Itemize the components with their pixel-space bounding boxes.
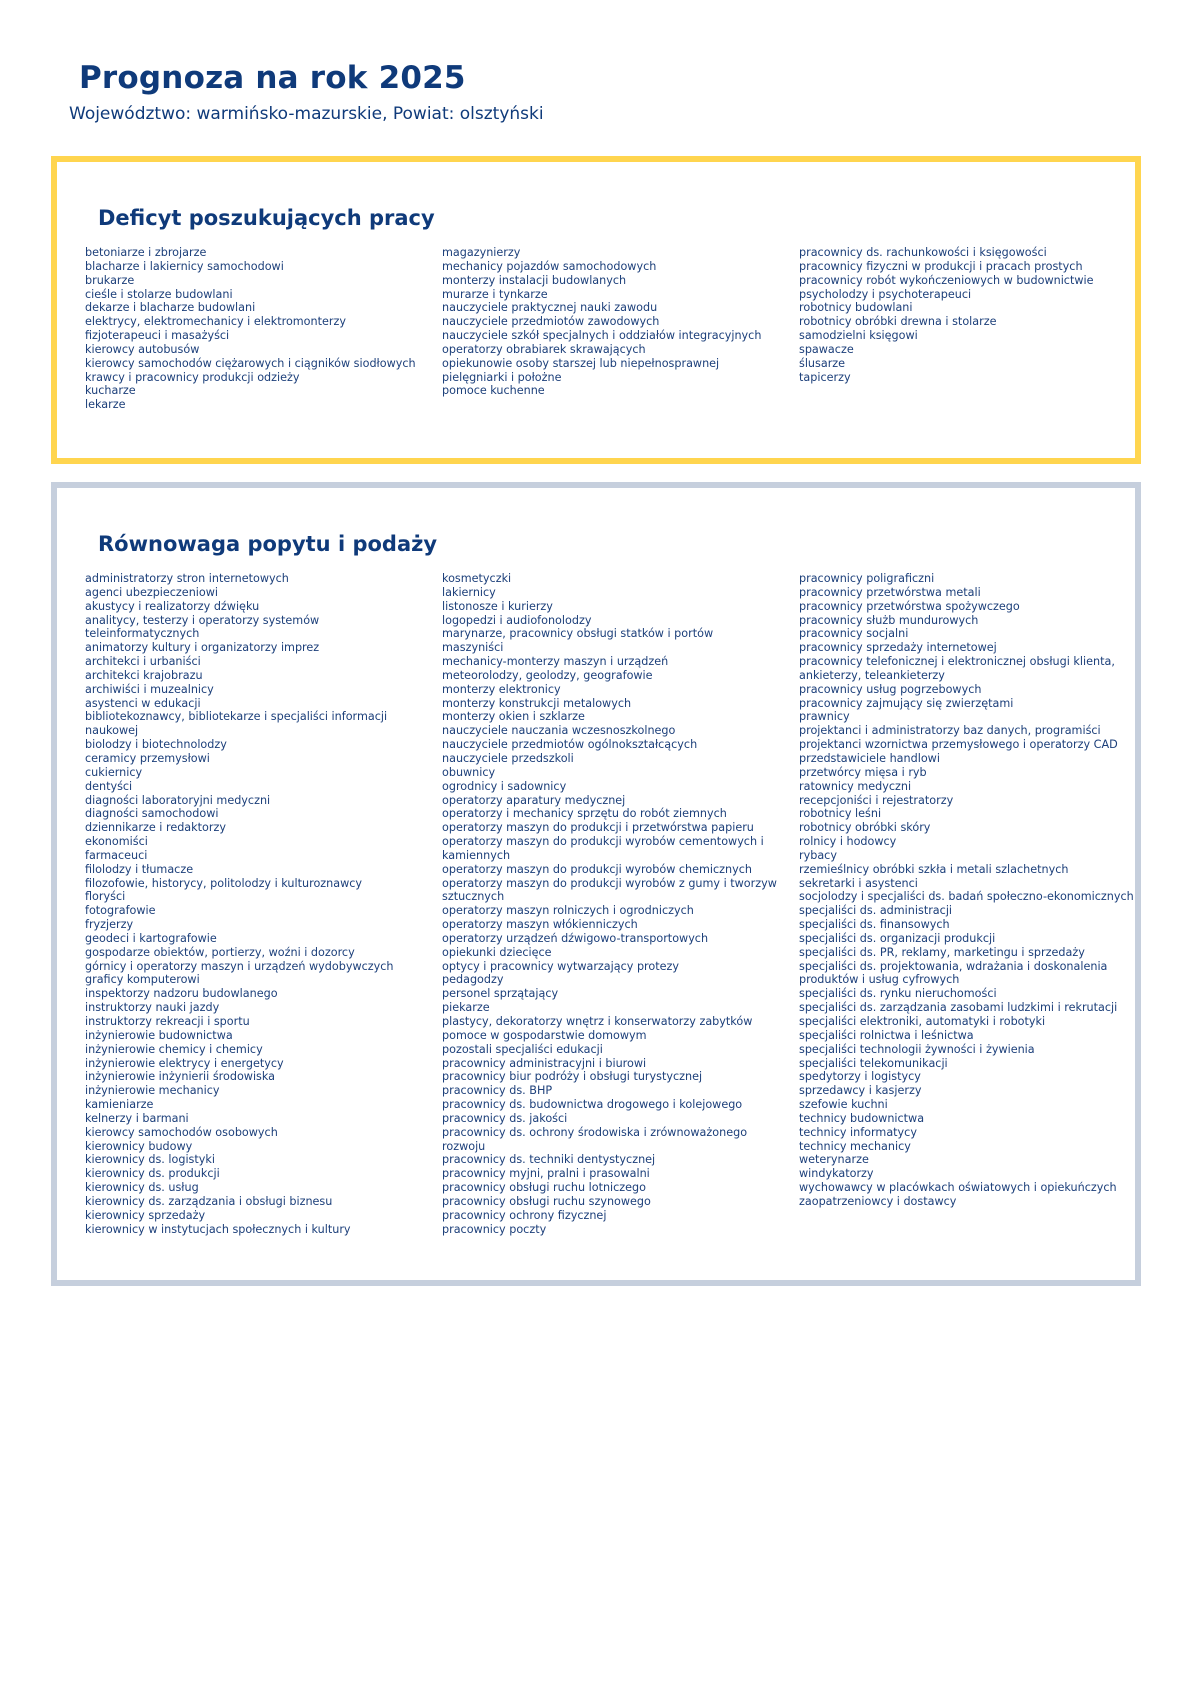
occupation-item: specjaliści ds. rynku nieruchomości — [799, 987, 997, 1001]
occupation-item: przedstawiciele handlowi — [799, 751, 940, 765]
occupation-item: nauczyciele praktycznej nauki zawodu — [442, 301, 658, 315]
occupation-item: pracownicy służb mundurowych — [799, 613, 979, 627]
occupation-item: pracownicy ds. ochrony środowiska i zrównoważonego — [442, 1125, 748, 1139]
occupation-item: filolodzy i tłumacze — [85, 862, 194, 876]
occupation-item: murarze i tynkarze — [442, 287, 548, 301]
occupation-item: samodzielni księgowi — [799, 329, 918, 343]
occupation-item: analitycy, testerzy i operatorzy systemów — [85, 613, 320, 627]
occupation-item: pracownicy ds. rachunkowości i księgowości — [799, 246, 1047, 259]
occupation-item: optycy i pracownicy wytwarzający protezy — [442, 959, 680, 973]
balance-column-3 — [799, 572, 1149, 1209]
occupation-item: nauczyciele przedmiotów zawodowych — [442, 315, 660, 329]
occupation-item: kierownicy ds. zarządzania i obsługi biznesu — [85, 1194, 333, 1208]
occupation-item: operatorzy obrabiarek skrawających — [442, 342, 646, 356]
occupation-item: architekci krajobrazu — [85, 668, 203, 682]
occupation-item: operatorzy aparatury medycznej — [442, 793, 626, 807]
occupation-item: operatorzy maszyn do produkcji wyrobów chemicznych — [442, 862, 753, 876]
occupation-item: kierownicy budowy — [85, 1139, 193, 1153]
occupation-item: operatorzy i mechanicy sprzętu do robót ziemnych — [442, 807, 727, 821]
occupation-item: instruktorzy nauki jazdy — [85, 1001, 220, 1015]
occupation-item: kierowcy autobusów — [85, 342, 200, 356]
occupation-item: pracownicy ochrony fizycznej — [442, 1208, 607, 1222]
occupation-item: plastycy, dekoratorzy wnętrz i konserwatorzy zabytków — [442, 1015, 753, 1028]
occupation-item: kamiennych — [442, 848, 511, 862]
occupation-item: opiekunki dziecięce — [442, 945, 552, 959]
occupation-item: rolnicy i hodowcy — [799, 835, 897, 849]
occupation-item: rozwoju — [442, 1139, 486, 1153]
occupation-item: prawnicy — [799, 710, 850, 724]
balance-panel — [51, 482, 1141, 1286]
occupation-item: produktów i usług cyfrowych — [799, 973, 960, 987]
occupation-item: specjaliści ds. finansowych — [799, 918, 950, 932]
occupation-item: specjaliści elektroniki, automatyki i robotyki — [799, 1015, 1046, 1028]
occupation-item: kierowcy samochodów osobowych — [85, 1125, 278, 1139]
occupation-item: pielęgniarki i położne — [442, 370, 562, 384]
page-title: Prognoza na rok 2025 — [79, 60, 466, 96]
occupation-item: pedagodzy — [442, 973, 504, 987]
occupation-item: inżynierowie elektrycy i energetycy — [85, 1056, 284, 1070]
occupation-item: robotnicy leśni — [799, 807, 882, 821]
occupation-item: maszyniści — [442, 641, 504, 655]
occupation-item: operatorzy maszyn do produkcji wyrobów cementowych i — [442, 835, 764, 849]
occupation-item: dekarze i blacharze budowlani — [85, 301, 256, 315]
occupation-item: dziennikarze i redaktorzy — [85, 821, 226, 835]
occupation-item: ceramicy przemysłowi — [85, 751, 210, 765]
occupation-item: kierownicy sprzedaży — [85, 1208, 206, 1222]
occupation-item: lekarze — [85, 398, 126, 412]
occupation-item: ekonomiści — [85, 835, 148, 849]
balance-column-2 — [442, 572, 792, 1237]
occupation-item: inżynierowie inżynierii środowiska — [85, 1070, 276, 1084]
occupation-item: socjolodzy i specjaliści ds. badań społeczno-ekonomicznych — [799, 890, 1134, 904]
occupation-item: marynarze, pracownicy obsługi statków i portów — [442, 627, 714, 641]
occupation-item: spedytorzy i logistycy — [799, 1070, 921, 1084]
occupation-item: specjaliści telekomunikacji — [799, 1056, 948, 1070]
occupation-item: inżynierowie budownictwa — [85, 1028, 233, 1042]
occupation-item: tapicerzy — [799, 370, 851, 384]
occupation-item: fryzjerzy — [85, 918, 134, 932]
occupation-item: operatorzy maszyn do produkcji i przetwórstwa papieru — [442, 821, 754, 835]
occupation-item: pomoce w gospodarstwie domowym — [442, 1028, 647, 1042]
occupation-item: rzemieślnicy obróbki szkła i metali szlachetnych — [799, 862, 1069, 876]
balance-column-1 — [85, 572, 435, 1237]
occupation-item: pracownicy biur podróży i obsługi turystycznej — [442, 1070, 703, 1084]
occupation-item: teleinformatycznych — [85, 627, 200, 641]
occupation-item: kamieniarze — [85, 1098, 154, 1112]
occupation-item: pracownicy przetwórstwa metali — [799, 585, 981, 599]
occupation-item: rybacy — [799, 848, 837, 862]
occupation-item: pracownicy sprzedaży internetowej — [799, 641, 997, 655]
occupation-item: mechanicy pojazdów samochodowych — [442, 259, 657, 273]
occupation-item: kierowcy samochodów ciężarowych i ciągników siodłowych — [85, 356, 416, 370]
occupation-item: kierownicy ds. logistyki — [85, 1153, 215, 1167]
occupation-item: pracownicy przetwórstwa spożywczego — [799, 599, 1020, 613]
occupation-item: ankieterzy, teleankieterzy — [799, 668, 945, 682]
occupation-item: pracownicy obsługi ruchu lotniczego — [442, 1181, 647, 1195]
occupation-item: krawcy i pracownicy produkcji odzieży — [85, 370, 300, 384]
occupation-item: specjaliści ds. PR, reklamy, marketingu i sprzedaży — [799, 945, 1085, 959]
occupation-item: pracownicy poczty — [442, 1222, 547, 1236]
occupation-item: blacharze i lakiernicy samochodowi — [85, 259, 284, 273]
occupation-item: zaopatrzeniowcy i dostawcy — [799, 1194, 957, 1208]
occupation-item: pracownicy robót wykończeniowych w budownictwie — [799, 273, 1094, 287]
occupation-item: obuwnicy — [442, 765, 496, 779]
occupation-item: listonosze i kurierzy — [442, 599, 553, 613]
occupation-item: geodeci i kartografowie — [85, 931, 217, 945]
occupation-item: piekarze — [442, 1001, 490, 1015]
occupation-item: gospodarze obiektów, portierzy, woźni i dozorcy — [85, 945, 355, 959]
occupation-item: monterzy okien i szklarze — [442, 710, 585, 724]
occupation-item: kierownicy ds. usług — [85, 1181, 199, 1195]
occupation-item: robotnicy obróbki skóry — [799, 821, 931, 835]
occupation-item: animatorzy kultury i organizatorzy imprez — [85, 641, 320, 655]
occupation-item: pracownicy administracyjni i biurowi — [442, 1056, 647, 1070]
occupation-item: archiwiści i muzealnicy — [85, 682, 214, 696]
occupation-item: monterzy instalacji budowlanych — [442, 273, 627, 287]
occupation-item: psycholodzy i psychoterapeuci — [799, 287, 972, 301]
occupation-item: akustycy i realizatorzy dźwięku — [85, 599, 260, 613]
deficit-title: Deficyt poszukujących pracy — [98, 206, 435, 230]
occupation-item: personel sprzątający — [442, 987, 559, 1001]
occupation-item: specjaliści ds. administracji — [799, 904, 953, 918]
occupation-item: pracownicy myjni, pralni i prasowalni — [442, 1167, 650, 1181]
occupation-item: pracownicy usług pogrzebowych — [799, 682, 982, 696]
occupation-item: pracownicy ds. jakości — [442, 1111, 568, 1125]
occupation-item: diagności laboratoryjni medyczni — [85, 793, 271, 807]
occupation-item: monterzy konstrukcji metalowych — [442, 696, 632, 710]
occupation-item: cukiernicy — [85, 765, 143, 779]
occupation-item: lakiernicy — [442, 585, 496, 599]
occupation-item: pracownicy zajmujący się zwierzętami — [799, 696, 1014, 710]
occupation-item: inspektorzy nadzoru budowlanego — [85, 987, 278, 1001]
occupation-item: asystenci w edukacji — [85, 696, 201, 710]
occupation-item: szefowie kuchni — [799, 1098, 888, 1112]
occupation-item: specjaliści technologii żywności i żywienia — [799, 1042, 1035, 1056]
occupation-item: agenci ubezpieczeniowi — [85, 585, 218, 599]
occupation-item: technicy mechanicy — [799, 1139, 911, 1153]
occupation-item: pracownicy poligraficzni — [799, 572, 935, 585]
occupation-item: technicy budownictwa — [799, 1111, 925, 1125]
occupation-item: monterzy elektronicy — [442, 682, 561, 696]
occupation-item: nauczyciele przedszkoli — [442, 751, 574, 765]
occupation-item: diagności samochodowi — [85, 807, 219, 821]
occupation-item: operatorzy maszyn włókienniczych — [442, 918, 638, 932]
occupation-item: brukarze — [85, 273, 135, 287]
occupation-item: biolodzy i biotechnolodzy — [85, 738, 227, 752]
occupation-item: technicy informatycy — [799, 1125, 917, 1139]
occupation-item: graficy komputerowi — [85, 973, 200, 987]
occupation-item: fizjoterapeuci i masażyści — [85, 329, 230, 343]
occupation-item: architekci i urbaniści — [85, 655, 201, 669]
occupation-item: kierownicy ds. produkcji — [85, 1167, 220, 1181]
occupation-item: elektrycy, elektromechanicy i elektromonterzy — [85, 315, 346, 329]
occupation-item: inżynierowie chemicy i chemicy — [85, 1042, 263, 1056]
occupation-item: kelnerzy i barmani — [85, 1111, 189, 1125]
occupation-item: weterynarze — [799, 1153, 869, 1167]
occupation-item: kucharze — [85, 384, 136, 398]
occupation-item: administratorzy stron internetowych — [85, 572, 289, 585]
occupation-item: pracownicy fizyczni w produkcji i pracach prostych — [799, 259, 1083, 273]
occupation-item: pracownicy ds. techniki dentystycznej — [442, 1153, 656, 1167]
occupation-item: bibliotekoznawcy, bibliotekarze i specjaliści informacji — [85, 710, 388, 724]
occupation-item: pracownicy telefonicznej i elektronicznej obsługi klienta, — [799, 655, 1115, 669]
deficit-column-3 — [799, 246, 1149, 384]
occupation-item: cieśle i stolarze budowlani — [85, 287, 233, 301]
occupation-item: dentyści — [85, 779, 133, 793]
occupation-item: spawacze — [799, 342, 854, 356]
deficit-panel — [51, 156, 1141, 464]
page-subtitle: Województwo: warmińsko-mazurskie, Powiat: olsztyński — [69, 104, 544, 124]
occupation-item: nauczyciele przedmiotów ogólnokształcących — [442, 738, 698, 752]
occupation-item: pozostali specjaliści edukacji — [442, 1042, 603, 1056]
deficit-column-1 — [85, 246, 435, 412]
occupation-item: sekretarki i asystenci — [799, 876, 918, 890]
occupation-item: robotnicy budowlani — [799, 301, 913, 315]
occupation-item: specjaliści ds. projektowania, wdrażania i doskonalenia — [799, 959, 1108, 973]
occupation-item: ratownicy medyczni — [799, 779, 912, 793]
occupation-item: sztucznych — [442, 890, 505, 904]
occupation-item: naukowej — [85, 724, 139, 738]
occupation-item: farmaceuci — [85, 848, 148, 862]
balance-title: Równowaga popytu i podaży — [98, 532, 438, 556]
occupation-item: fotografowie — [85, 904, 156, 918]
occupation-item: instruktorzy rekreacji i sportu — [85, 1015, 250, 1028]
occupation-item: windykatorzy — [799, 1167, 874, 1181]
occupation-item: magazynierzy — [442, 246, 521, 259]
occupation-item: operatorzy maszyn do produkcji wyrobów z gumy i tworzyw — [442, 876, 777, 890]
occupation-item: nauczyciele szkół specjalnych i oddziałów integracyjnych — [442, 329, 762, 343]
occupation-item: inżynierowie mechanicy — [85, 1084, 220, 1098]
occupation-item: kierownicy w instytucjach społecznych i kultury — [85, 1222, 351, 1236]
occupation-item: pomoce kuchenne — [442, 384, 545, 398]
occupation-item: robotnicy obróbki drewna i stolarze — [799, 315, 997, 329]
occupation-item: specjaliści rolnictwa i leśnictwa — [799, 1028, 974, 1042]
occupation-item: specjaliści ds. organizacji produkcji — [799, 931, 996, 945]
occupation-item: opiekunowie osoby starszej lub niepełnosprawnej — [442, 356, 720, 370]
occupation-item: meteorolodzy, geolodzy, geografowie — [442, 668, 653, 682]
occupation-item: mechanicy-monterzy maszyn i urządzeń — [442, 655, 669, 669]
deficit-column-2 — [442, 246, 792, 398]
occupation-item: sprzedawcy i kasjerzy — [799, 1084, 922, 1098]
occupation-item: logopedzi i audiofonolodzy — [442, 613, 592, 627]
occupation-item: nauczyciele nauczania wczesnoszkolnego — [442, 724, 676, 738]
occupation-item: przetwórcy mięsa i ryb — [799, 765, 927, 779]
occupation-item: pracownicy socjalni — [799, 627, 909, 641]
occupation-item: filozofowie, historycy, politolodzy i kulturoznawcy — [85, 876, 363, 890]
occupation-item: kosmetyczki — [442, 572, 512, 585]
occupation-item: projektanci i administratorzy baz danych, programiści — [799, 724, 1101, 738]
occupation-item: operatorzy maszyn rolniczych i ogrodniczych — [442, 904, 694, 918]
occupation-item: projektanci wzornictwa przemysłowego i operatorzy CAD — [799, 738, 1118, 752]
occupation-item: pracownicy ds. budownictwa drogowego i kolejowego — [442, 1098, 743, 1112]
occupation-item: ogrodnicy i sadownicy — [442, 779, 567, 793]
occupation-item: operatorzy urządzeń dźwigowo-transportowych — [442, 931, 709, 945]
occupation-item: floryści — [85, 890, 126, 904]
occupation-item: specjaliści ds. zarządzania zasobami ludzkimi i rekrutacji — [799, 1001, 1118, 1015]
occupation-item: górnicy i operatorzy maszyn i urządzeń wydobywczych — [85, 959, 394, 973]
occupation-item: recepcjoniści i rejestratorzy — [799, 793, 954, 807]
occupation-item: ślusarze — [799, 356, 846, 370]
occupation-item: pracownicy ds. BHP — [442, 1084, 553, 1098]
occupation-item: wychowawcy w placówkach oświatowych i opiekuńczych — [799, 1181, 1117, 1195]
occupation-item: pracownicy obsługi ruchu szynowego — [442, 1194, 651, 1208]
occupation-item: betoniarze i zbrojarze — [85, 246, 207, 259]
